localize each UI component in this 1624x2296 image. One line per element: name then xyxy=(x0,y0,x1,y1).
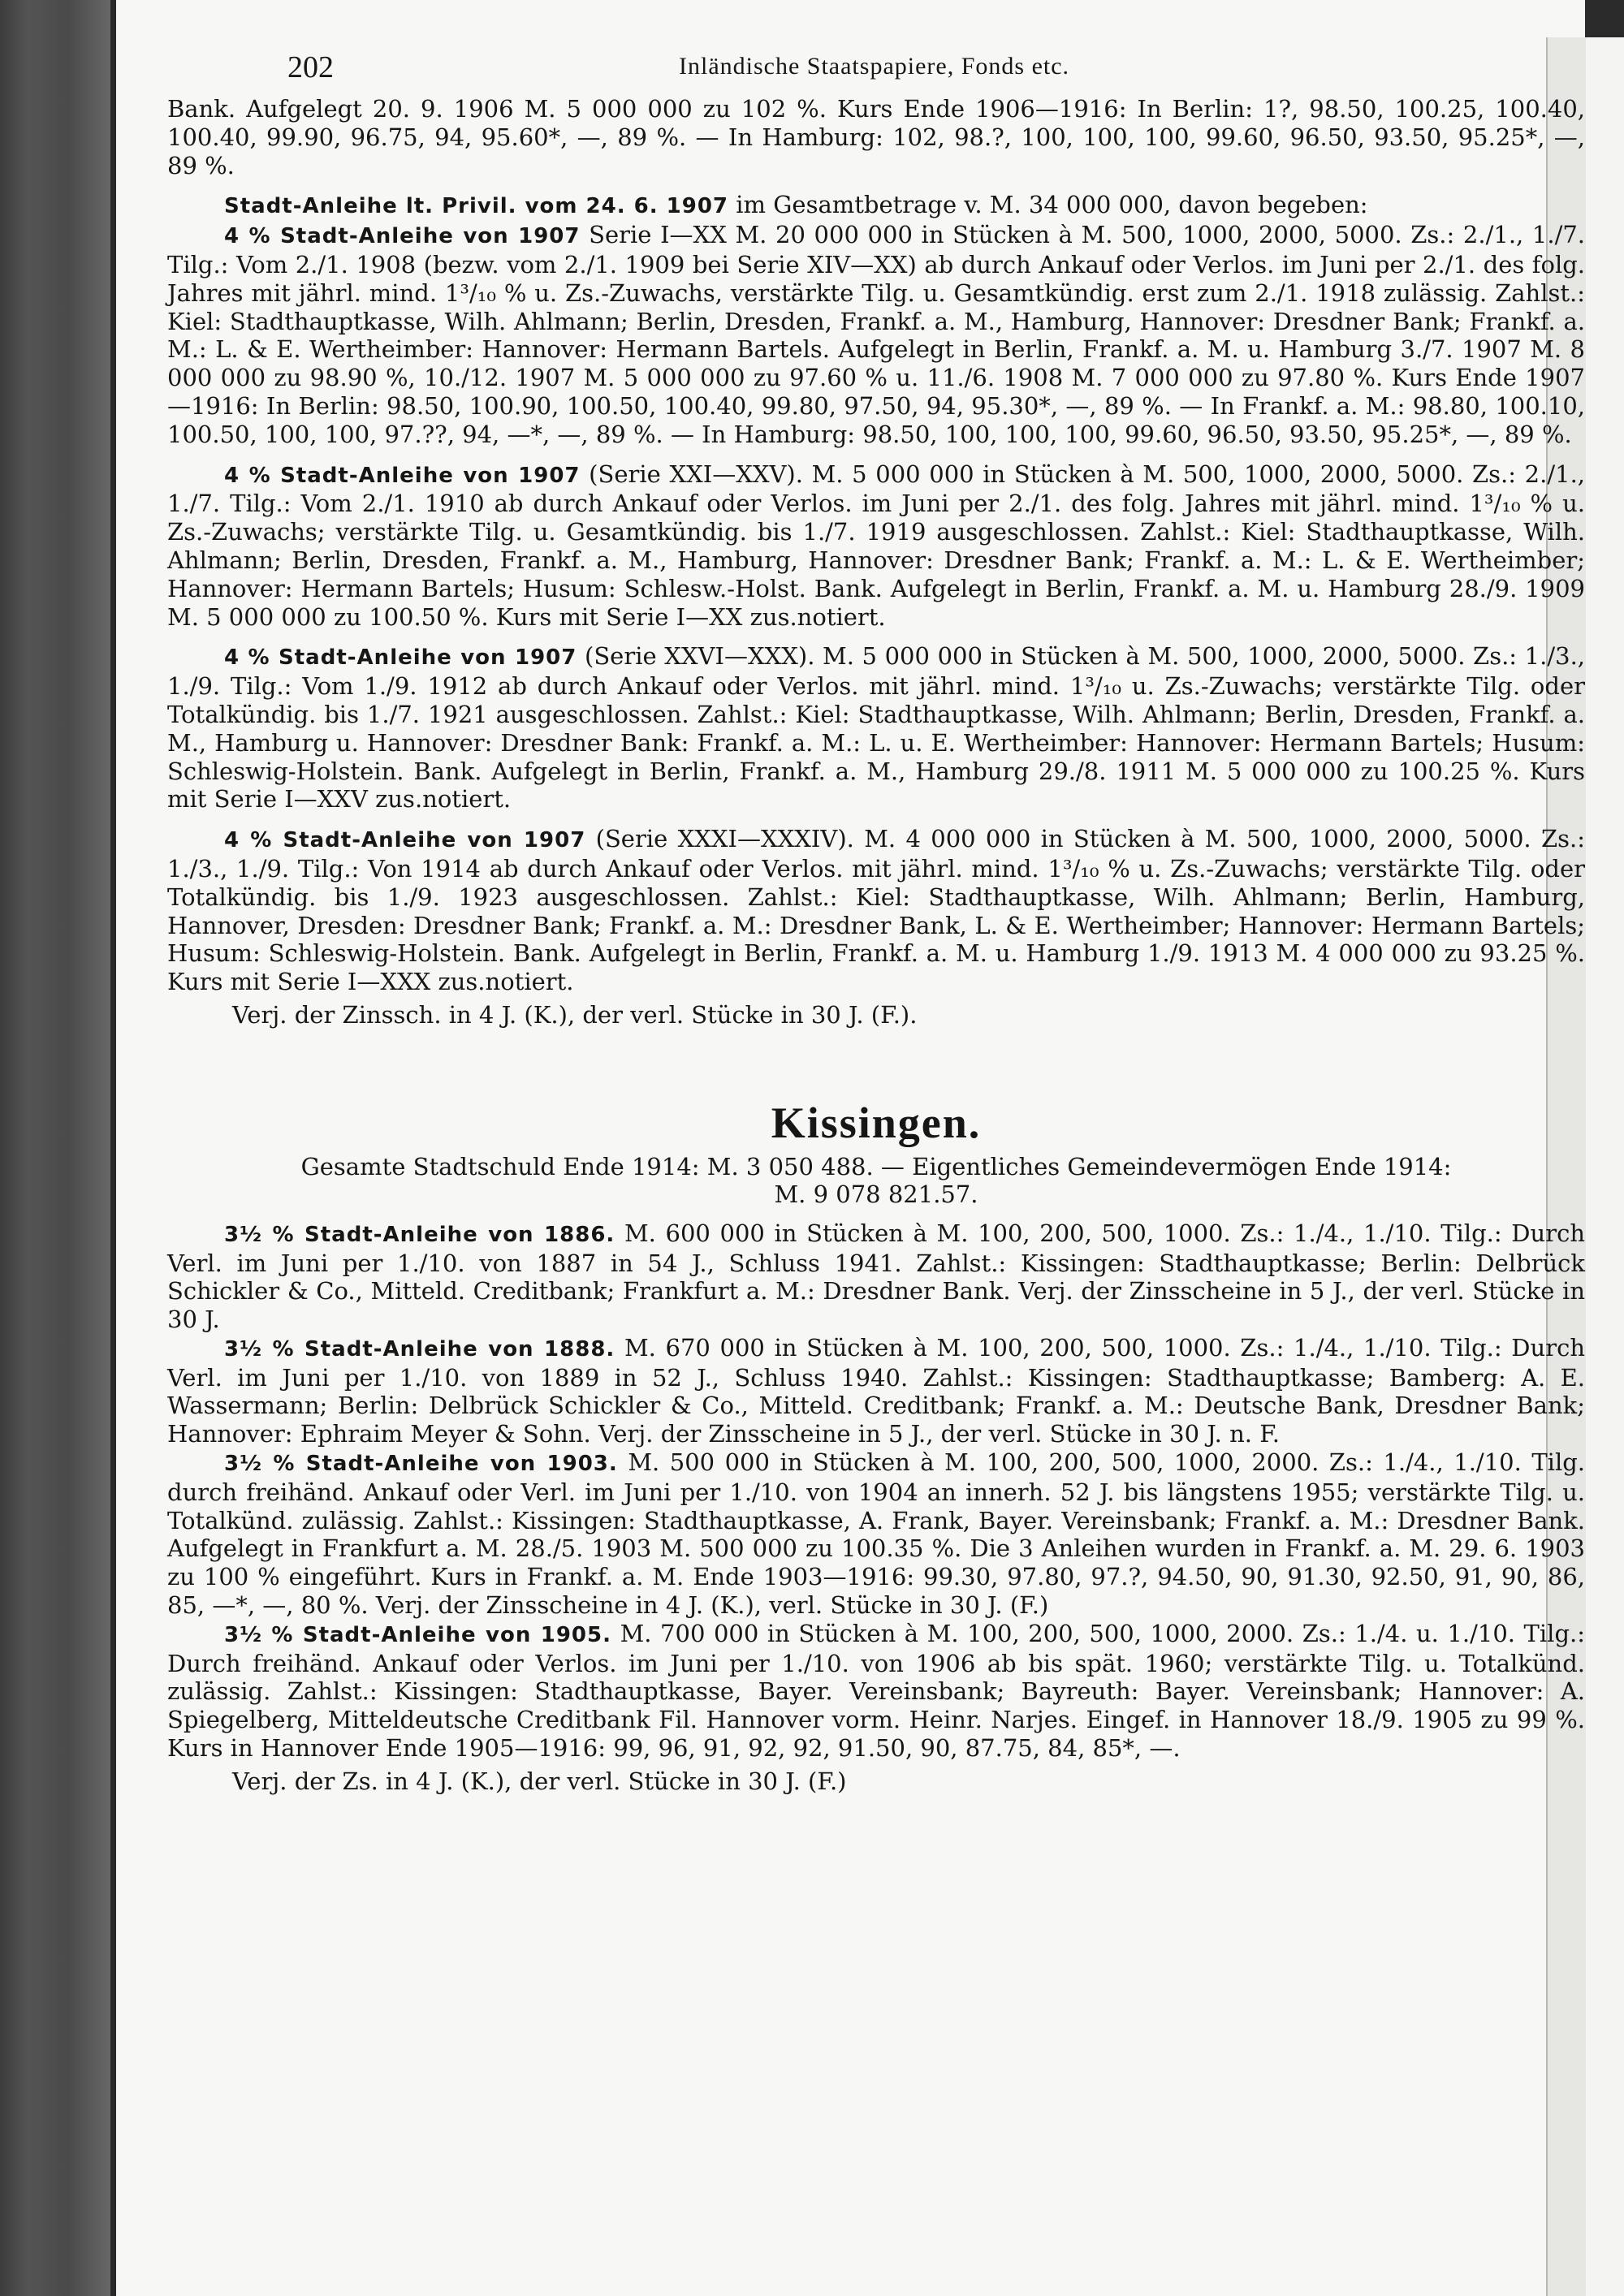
page-content xyxy=(167,45,1585,1796)
loan-entry xyxy=(167,221,1585,448)
loan-entry xyxy=(167,460,1585,632)
page-header-title: Inländische Staatspapiere, Fonds etc. xyxy=(679,53,1070,80)
loan-entry xyxy=(167,1219,1585,1334)
section-heading: Kissingen. xyxy=(771,1098,982,1147)
loan-entry xyxy=(167,642,1585,814)
loan-body: im Gesamtbetrage v. M. 34 000 000, davon begeben: xyxy=(736,191,1368,219)
book-gutter xyxy=(0,0,114,2296)
loan-entry xyxy=(167,825,1585,996)
loan-body: M. 600 000 in Stücken à M. 100, 200, 500, 1000. Zs.: 1./4., 1./10. Tilg.: Durch Verl. im Juni per 1./10. von 1887 in 54 J., Schluss 1941. Zahlst.: Kissingen: Stadthauptkasse; Berlin: Delbrück Schickler & Co., Mitteld. Creditbank; Frankfurt a. M.: Dresdner Bank. Verj. der Zinsscheine in 5 J., der verl. Stücke in 30 J. xyxy=(167,1219,1586,1334)
page-number: 202 xyxy=(287,50,334,84)
loan-body: (Serie XXI—XXV). M. 5 000 000 in Stücken à M. 500, 1000, 2000, 5000. Zs.: 2./1., 1./7. Tilg.: Vom 2./1. 1910 ab durch Ankauf oder Verlos. im Juni per 2./1. des folg. Jahres mit jährl. mind. 1³/₁₀ % u. Zs.-Zuwachs; verstärkte Tilg. u. Gesamtkündig. bis 1./7. 1919 ausgeschlossen. Zahlst.: Kiel: Stadthauptkasse, Wilh. Ahlmann; Berlin, Dresden, Frankf. a. M., Hamburg, Hannover: Dresdner Bank; Frankf. a. M.: L. & E. Wertheimber; Hannover: Hermann Bartels; Husum: Schlesw.-Holst. Bank. Aufgelegt in Berlin, Frankf. a. M. u. Hamburg 28./9. 1909 M. 5 000 000 zu 100.50 %. Kurs mit Serie I—XX zus.notiert. xyxy=(167,460,1586,631)
loan-body: (Serie XXVI—XXX). M. 5 000 000 in Stücken à M. 500, 1000, 2000, 5000. Zs.: 1./3., 1./9. Tilg.: Vom 1./9. 1912 ab durch Ankauf oder Verlos. mit jährl. mind. 1³/₁₀ u. Zs.-Zuwachs; verstärkte Tilg. oder Totalkündig. bis 1./7. 1921 ausgeschlossen. Zahlst.: Kiel: Stadthauptkasse, Wilh. Ahlmann; Berlin, Dresden, Frankf. a. M., Hamburg u. Hannover: Dresdner Bank: Frankf. a. M.: L. u. E. Wertheimber: Hannover: Hermann Bartels; Husum: Schleswig-Holstein. Bank. Aufgelegt in Berlin, Frankf. a. M., Hamburg 29./8. 1911 M. 5 000 000 zu 100.25 %. Kurs mit Serie I—XXV zus.notiert. xyxy=(167,642,1586,814)
loan-title: 4 % Stadt-Anleihe von 1907 xyxy=(224,645,577,671)
loan-body: Serie I—XX M. 20 000 000 in Stücken à M. 500, 1000, 2000, 5000. Zs.: 2./1., 1./7. Tilg.: Vom 2./1. 1908 (bezw. vom 2./1. 1909 bei Serie XIV—XX) ab durch Ankauf oder Verlos. im Juni per 2./1. des folg. Jahres mit jährl. mind. 1³/₁₀ % u. Zs.-Zuwachs, verstärkte Tilg. u. Gesamtkündig. erst zum 2./1. 1918 zulässig. Zahlst.: Kiel: Stadthauptkasse, Wilh. Ahlmann; Berlin, Dresden, Frankf. a. M., Hamburg, Hannover: Dresdner Bank; Frankf. a. M.: L. & E. Wertheimber: Hannover: Hermann Bartels. Aufgelegt in Berlin, Frankf. a. M. u. Hamburg 3./7. 1907 M. 8 000 000 zu 98.90 %, 10./12. 1907 M. 5 000 000 zu 97.60 % u. 11./6. 1908 M. 7 000 000 zu 97.80 %. Kurs Ende 1907—1916: In Berlin: 98.50, 100.90, 100.50, 100.40, 99.80, 97.50, 94, 95.30*, —, 89 %. — In Frankf. a. M.: 98.80, 100.10, 100.50, 100, 100, 97.??, 94, —*, —, 89 %. — In Hamburg: 98.50, 100, 100, 100, 99.60, 96.50, 93.50, 95.25*, —, 89 %. xyxy=(167,221,1586,448)
loan-title: 4 % Stadt-Anleihe von 1907 xyxy=(224,463,581,488)
intro-paragraph: Bank. Aufgelegt 20. 9. 1906 M. 5 000 000 zu 102 %. Kurs Ende 1906—1916: In Berlin: 1?, 98.50, 100.25, 100.40, 100.40, 99.90, 96.75, 94, 95.60*, —, 89 %. — In Hamburg: 102, 98.?, 100, 100, 100, 99.60, 96.50, 93.50, 95.25*, —, 89 %. xyxy=(167,95,1585,179)
loan-entry xyxy=(167,1448,1585,1620)
loan-title: Stadt-Anleihe lt. Privil. vom 24. 6. 1907 xyxy=(224,194,729,219)
loan-body: M. 700 000 in Stücken à M. 100, 200, 500, 1000, 2000. Zs.: 1./4. u. 1./10. Tilg.: Durch freihänd. Ankauf oder Verlos. im Juni per 1./10. von 1906 ab bis spät. 1960; verstärkte Tilg. u. Totalkünd. zulässig. Zahlst.: Kissingen: Stadthauptkasse, Bayer. Vereinsbank; Bayreuth: Bayer. Vereinsbank; Hannover: A. Spiegelberg, Mitteldeutsche Creditbank Fil. Hannover vorm. Heinr. Narjes. Eingef. in Hannover 18./9. 1905 zu 99 %. Kurs in Hannover Ende 1905—1916: 99, 96, 91, 92, 92, 91.50, 90, 87.75, 84, 85*, —. xyxy=(167,1619,1586,1763)
loan-body: M. 500 000 in Stücken à M. 100, 200, 500, 1000, 2000. Zs.: 1./4., 1./10. Tilg. durch freihänd. Ankauf oder Verl. im Juni per 1./10. von 1904 an innerh. 52 J. bis längstens 1955; verstärkte Tilg. u. Totalkünd. zulässig. Zahlst.: Kissingen: Stadthauptkasse, A. Frank, Bayer. Vereinsbank; Frankf. a. M.: Dresdner Bank. Aufgelegt in Frankfurt a. M. 28./5. 1903 M. 500 000 zu 100.35 %. Die 3 Anleihen wurden in Frankf. a. M. 29. 6. 1903 zu 100 % eingeführt. Kurs in Frankf. a. M. Ende 1903—1916: 99.30, 97.80, 97.?, 94.50, 90, 91.30, 92.50, 91, 90, 86, 85, —*, —, 80 %. Verj. der Zinsscheine in 4 J. (K.), verl. Stücke in 30 J. (F.) xyxy=(167,1448,1586,1620)
loan-title: 3½ % Stadt-Anleihe von 1903. xyxy=(224,1452,618,1477)
loan-title: 3½ % Stadt-Anleihe von 1905. xyxy=(224,1622,611,1647)
running-head xyxy=(167,45,1585,95)
page-edge-rule xyxy=(110,0,116,2296)
loan-body: M. 670 000 in Stücken à M. 100, 200, 500, 1000. Zs.: 1./4., 1./10. Tilg.: Durch Verl. im Juni per 1./10. von 1889 in 52 J., Schluss 1940. Zahlst.: Kissingen: Stadthauptkasse; Bamberg: A. E. Wassermann; Berlin: Delbrück Schickler & Co., Mitteld. Creditbank; Frankf. a. M.: Deutsche Bank, Dresdner Bank; Hannover: Ephraim Meyer & Sohn. Verj. der Zinsscheine in 5 J., der verl. Stücke in 30 J. n. F. xyxy=(167,1333,1586,1448)
loan-entry xyxy=(167,191,1585,221)
loan-entry xyxy=(167,1334,1585,1448)
loan-body: (Serie XXXI—XXXIV). M. 4 000 000 in Stücken à M. 500, 1000, 2000, 5000. Zs.: 1./3., 1./9. Tilg.: Von 1914 ab durch Ankauf oder Verlos. mit jährl. mind. 1³/₁₀ % u. Zs.-Zuwachs; verstärkte Tilg. oder Totalkündig. bis 1./9. 1923 ausgeschlossen. Zahlst.: Kiel: Stadthauptkasse, Wilh. Ahlmann; Berlin, Hamburg, Hannover, Dresden: Dresdner Bank; Frankf. a. M.: Dresdner Bank, L. & E. Wertheimber; Hannover: Hermann Bartels; Husum: Schleswig-Holstein. Bank. Aufgelegt in Berlin, Frankf. a. M. u. Hamburg 1./9. 1913 M. 4 000 000 zu 93.25 %. Kurs mit Serie I—XXX zus.notiert. xyxy=(167,825,1586,996)
loan-title: 3½ % Stadt-Anleihe von 1886. xyxy=(224,1222,615,1247)
limitation-note: Verj. der Zs. in 4 J. (K.), der verl. Stücke in 30 J. (F.) xyxy=(232,1767,847,1795)
loan-title: 4 % Stadt-Anleihe von 1907 xyxy=(224,224,581,249)
loan-title: 3½ % Stadt-Anleihe von 1888. xyxy=(224,1336,615,1362)
loans-second-list xyxy=(167,1219,1585,1763)
debt-summary: Gesamte Stadtschuld Ende 1914: M. 3 050 488. — Eigentliches Gemeindevermögen Ende 1914: xyxy=(300,1152,1452,1180)
loan-title: 4 % Stadt-Anleihe von 1907 xyxy=(224,828,586,853)
loan-entry xyxy=(167,1620,1585,1763)
limitation-note: Verj. der Zinssch. in 4 J. (K.), der verl. Stücke in 30 J. (F.). xyxy=(232,1000,918,1029)
page-corner-shadow xyxy=(1585,0,1624,37)
loans-first-list xyxy=(167,191,1585,996)
assets-summary: M. 9 078 821.57. xyxy=(774,1180,978,1208)
